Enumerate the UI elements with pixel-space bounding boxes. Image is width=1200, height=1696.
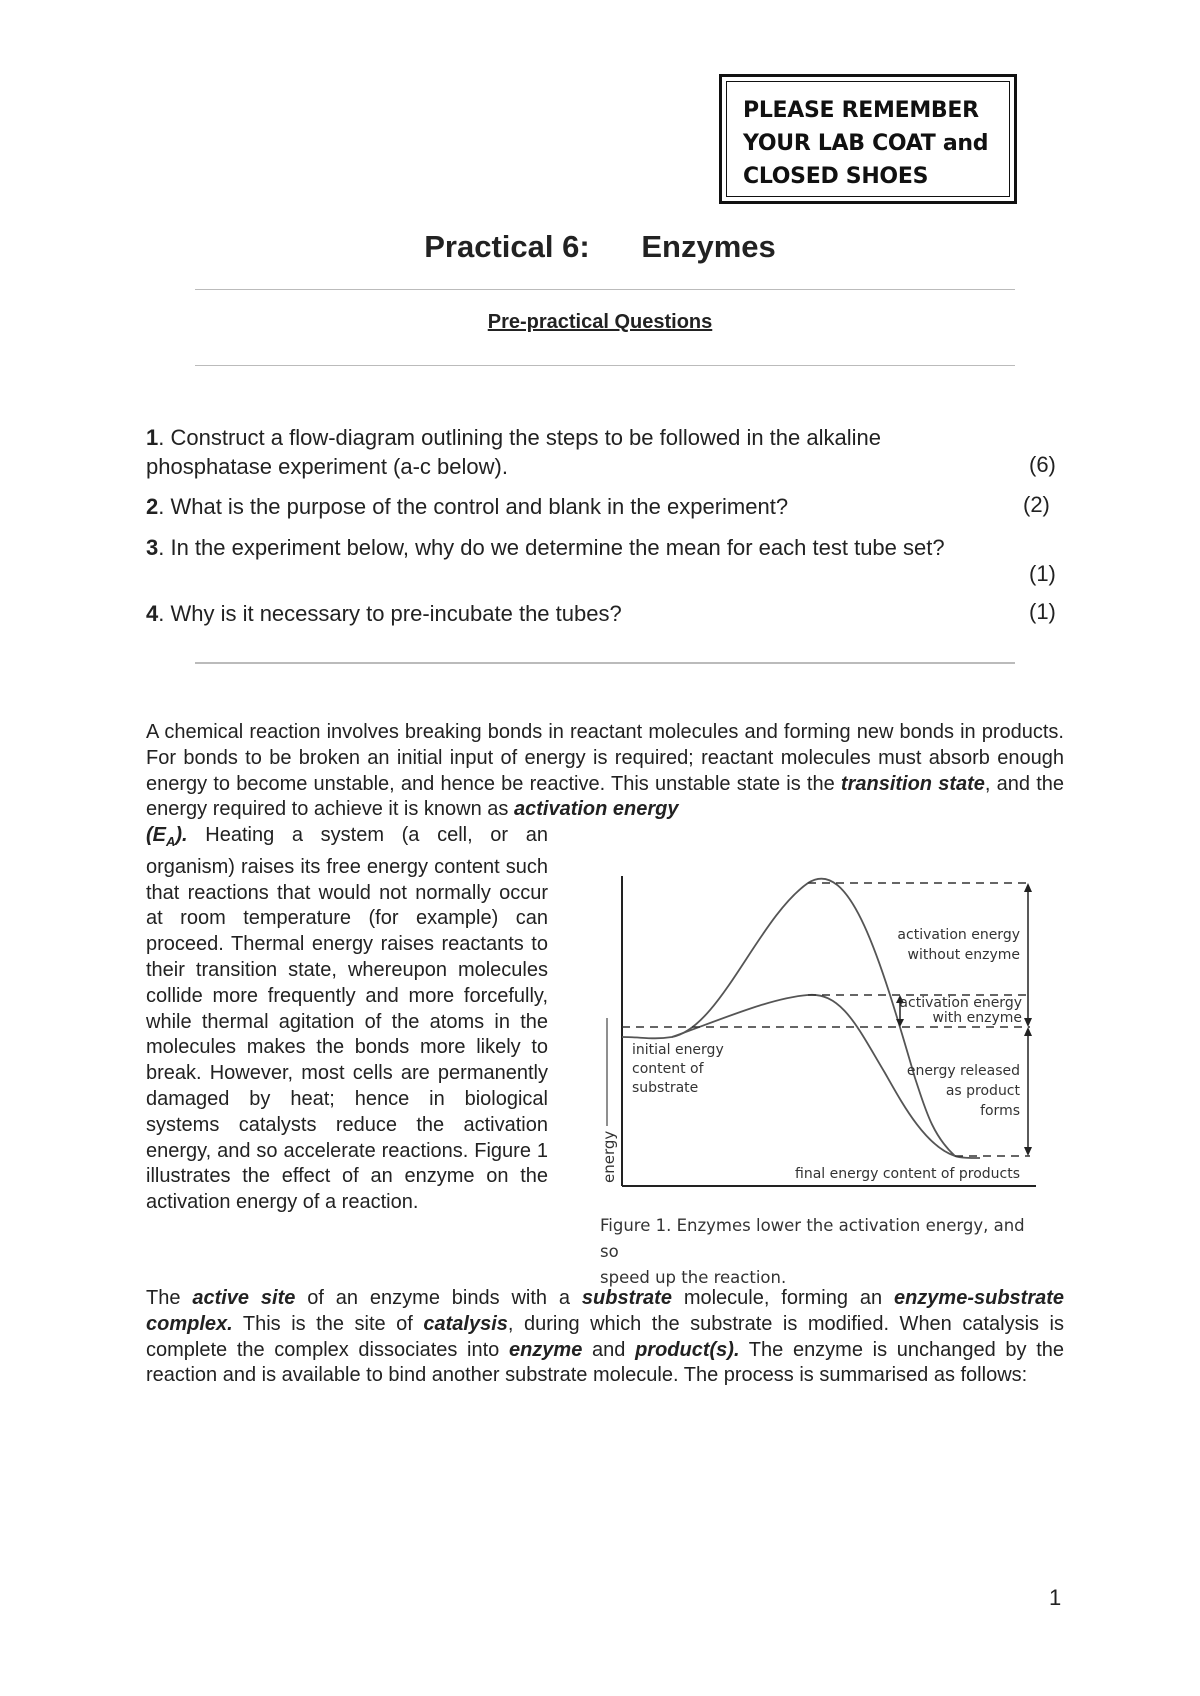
arrowhead-with-bottom <box>896 1019 904 1027</box>
divider-middle <box>195 365 1015 366</box>
p3-t7: The enzyme is unchanged by the reaction and is available to bind another substrate molecule. The process is summarised as follows: <box>146 1338 1065 1387</box>
reminder-inner-frame <box>726 81 1010 197</box>
term-ea-subscript: A <box>166 834 176 849</box>
reminder-line-1: PLEASE REMEMBER <box>743 98 979 123</box>
p3-t6: and <box>582 1338 636 1361</box>
question-text: . In the experiment below, why do we determine the mean for each test tube set? <box>158 535 945 560</box>
term-catalysis: catalysis <box>423 1312 508 1335</box>
label-without-enzyme-1: activation energy <box>897 927 1020 943</box>
question-4-marks: (1) <box>1029 599 1056 624</box>
question-number: 1 <box>146 425 159 450</box>
question-text: . Why is it necessary to pre-incubate the tubes? <box>158 601 622 626</box>
para1-text-c: , and the energy required to achieve it is known as <box>146 772 1065 821</box>
label-initial-1: initial energy <box>632 1042 724 1058</box>
figure-caption <box>600 1213 1040 1291</box>
section-subtitle: Pre-practical Questions <box>487 311 713 333</box>
heat-paragraph <box>146 823 548 1216</box>
p3-t2: of an enzyme binds with a <box>295 1287 582 1309</box>
term-enzyme-substrate-complex: enzyme-substrate complex. <box>146 1287 1065 1335</box>
question-3 <box>146 533 1066 562</box>
p3-t4: This is the site of <box>232 1312 424 1335</box>
arrowhead-released-top <box>1024 1027 1032 1036</box>
label-released-1: energy released <box>906 1063 1020 1079</box>
intro-paragraph <box>146 720 1064 823</box>
question-number: 2 <box>146 494 159 519</box>
arrowhead-without-bottom <box>1024 1018 1032 1027</box>
divider-bottom <box>195 662 1015 664</box>
arrowhead-without-top <box>1024 883 1032 892</box>
p3-t5: , during which the substrate is modified. When catalysis is complete the complex dissociates into <box>146 1312 1065 1361</box>
arrowhead-released-bottom <box>1024 1147 1032 1156</box>
label-with-enzyme-2: with enzyme <box>932 1010 1022 1026</box>
activation-energy-figure <box>580 848 1040 1268</box>
label-initial-3: substrate <box>632 1080 699 1096</box>
p3-t3: molecule, forming an <box>671 1287 894 1309</box>
question-number: 4 <box>146 601 159 626</box>
term-ea-open: (E <box>146 824 166 846</box>
term-enzyme: enzyme <box>508 1338 583 1361</box>
page-number: 1 <box>1049 1585 1062 1610</box>
term-activation-energy: activation energy <box>513 798 679 821</box>
question-1-marks: (6) <box>1029 452 1056 477</box>
question-4 <box>146 599 1006 628</box>
question-3-marks: (1) <box>1029 561 1056 586</box>
term-ea-close: ). <box>175 824 188 846</box>
label-without-enzyme-2: without enzyme <box>907 947 1020 963</box>
question-number: 3 <box>146 535 159 560</box>
reminder-line-3: CLOSED SHOES <box>743 164 929 189</box>
term-active-site: active site <box>192 1287 296 1309</box>
question-text: . What is the purpose of the control and blank in the experiment? <box>158 494 789 519</box>
question-2-marks: (2) <box>1023 492 1050 517</box>
para1-text-a: A chemical reaction involves breaking bonds in reactant molecules and forming new bonds in products. For bonds to be broken an initial input of energy is required; reactant molecules must absorb enough energy to become unstable, and hence be reactive. This unstable state is the <box>146 721 1064 795</box>
label-initial-2: content of <box>632 1061 704 1077</box>
reminder-box <box>719 74 1017 204</box>
question-text: . Construct a flow-diagram outlining the steps to be followed in the alkaline phosphatase experiment (a-c below). <box>146 425 881 479</box>
curve-without-enzyme <box>622 879 955 1156</box>
p3-t1: The <box>146 1287 193 1309</box>
figure-caption-line-2: speed up the reaction. <box>600 1268 787 1287</box>
label-released-3: forms <box>980 1103 1020 1119</box>
active-site-paragraph <box>146 1286 1064 1389</box>
figure-caption-line-1: Figure 1. Enzymes lower the activation energy, and so <box>600 1216 1025 1261</box>
question-2 <box>146 492 1026 521</box>
reminder-line-2: YOUR LAB COAT and <box>743 131 989 156</box>
label-with-enzyme-1: activation energy <box>899 995 1022 1011</box>
divider-top <box>195 289 1015 290</box>
label-released-2: as product <box>945 1083 1020 1099</box>
term-transition-state: transition state <box>840 772 985 795</box>
term-products: product(s). <box>635 1338 740 1361</box>
term-substrate: substrate <box>581 1287 672 1309</box>
page-title: Practical 6: Enzymes <box>424 229 776 264</box>
label-final-energy: final energy content of products <box>795 1166 1020 1182</box>
para2-text: Heating a system (a cell, or an organism) raises its free energy content such that reactions that would not normally occur at room temperature (for example) can proceed. Thermal energy raises reactants to their transition state, whereupon molecules collide more frequently and more forcefully, while thermal agitation of the atoms in the molecules makes the bonds more likely to break. However, most cells are permanently damaged by heat; hence in biological systems catalysts reduce the activation energy, and so accelerate reactions. Figure 1 illustrates the effect of an enzyme on the activation energy of a reaction. <box>146 824 548 1214</box>
question-1 <box>146 423 1006 481</box>
y-axis-label: energy <box>600 1130 618 1183</box>
